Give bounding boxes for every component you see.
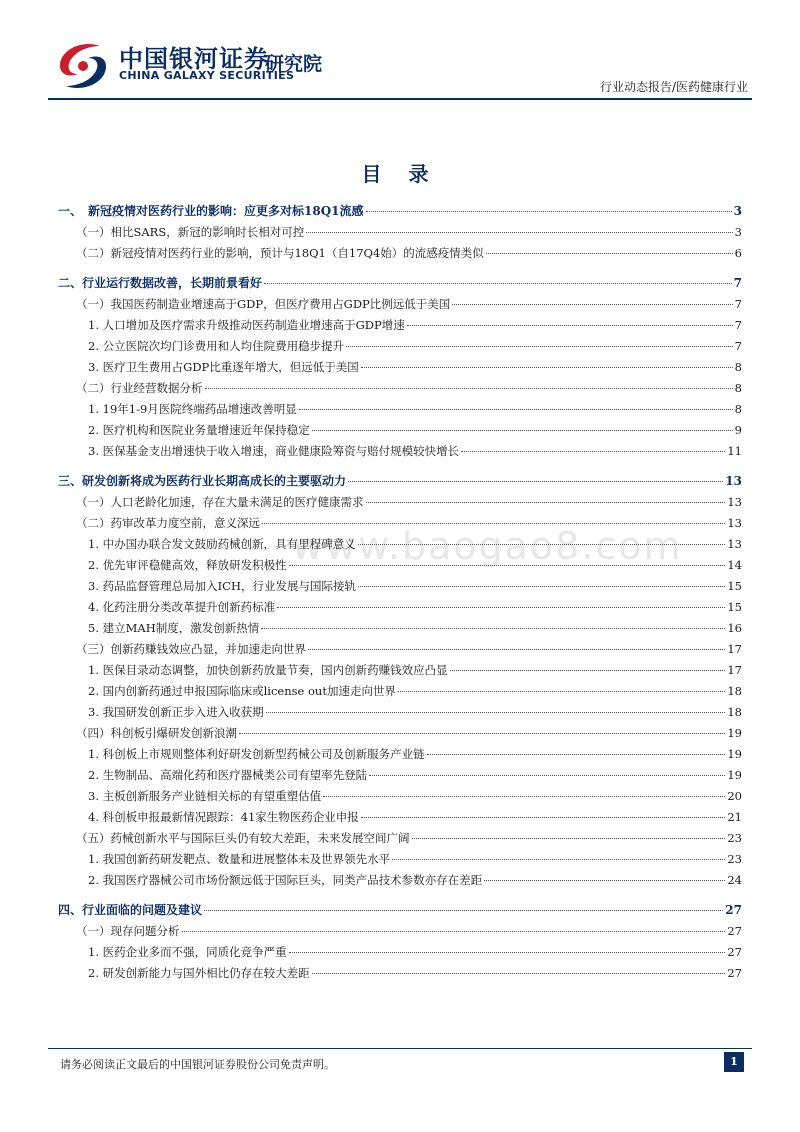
toc-entry[interactable] [58,809,742,830]
toc-entry[interactable] [58,557,742,578]
toc-entry-page: 16 [727,621,742,635]
toc-entry[interactable] [58,359,742,380]
toc-section-gap [58,464,742,472]
toc-entry-label: 3. 医保基金支出增速快于收入增速，商业健康险筹资与赔付规模较快增长 [88,444,460,458]
toc-entry-label: 3. 药品监督管理总局加入ICH，行业发展与国际接轨 [88,579,356,593]
toc-entry[interactable] [58,401,742,422]
toc-leader-dots [346,346,733,347]
toc-entry-label: 3. 医疗卫生费用占GDP比重逐年增大，但远低于美国 [88,360,359,374]
table-of-contents [58,202,742,986]
toc-entry[interactable] [58,296,742,317]
toc-entry-label: 1. 我国创新药研发靶点、数量和进展整体未及世界领先水平 [88,852,391,866]
toc-leader-dots [361,367,733,368]
toc-leader-dots [450,670,726,671]
toc-entry-page: 18 [727,684,742,698]
toc-entry[interactable] [58,536,742,557]
toc-entry-page: 8 [734,402,742,416]
toc-entry-page: 14 [727,558,742,572]
toc-entry[interactable] [58,620,742,641]
toc-leader-dots [264,283,732,284]
toc-entry-page: 9 [734,423,742,437]
toc-entry[interactable] [58,202,742,224]
toc-entry[interactable] [58,338,742,359]
toc-entry-page: 7 [734,339,742,353]
toc-entry-label: 2. 研发创新能力与国外相比仍存在较大差距 [88,966,310,980]
toc-entry-label: （二）新冠疫情对医药行业的影响，预计与18Q1（自17Q4始）的流感疫情类似 [76,246,484,260]
toc-entry-label: 1. 人口增加及医疗需求升级推动医药制造业增速高于GDP增速 [88,318,405,332]
toc-leader-dots [204,910,723,911]
toc-entry[interactable] [58,380,742,401]
toc-entry[interactable] [58,901,742,923]
toc-leader-dots [461,451,725,452]
toc-entry-label: 3. 我国研发创新正步入进入收获期 [88,705,264,719]
toc-entry-label: （一）现存问题分析 [76,924,180,938]
toc-entry-page: 19 [727,768,742,782]
toc-entry-label: 4. 化药注册分类改革提升创新药标准 [88,600,276,614]
toc-entry-page: 15 [727,600,742,614]
toc-entry-page: 17 [727,642,742,656]
toc-leader-dots [299,409,733,410]
toc-entry-page: 13 [727,495,742,509]
toc-entry[interactable] [58,965,742,986]
footer-divider [48,1048,752,1049]
toc-entry[interactable] [58,746,742,767]
toc-entry-label: 二、行业运行数据改善，长期前景看好 [58,276,263,290]
toc-entry-page: 19 [727,747,742,761]
institute-label: 研究院 [265,53,323,75]
toc-leader-dots [261,628,725,629]
toc-leader-dots [358,544,726,545]
toc-entry-label: （一）我国医药制造业增速高于GDP，但医疗费用占GDP比例远低于美国 [76,297,451,311]
toc-entry-label: （五）药械创新水平与国际巨头仍有较大差距，未来发展空间广阔 [76,831,410,845]
toc-leader-dots [398,691,725,692]
page-number: 1 [724,1052,744,1072]
footer-disclaimer: 请务必阅读正文最后的中国银河证券股份公司免责声明。 [60,1058,335,1071]
toc-entry[interactable] [58,704,742,725]
toc-entry[interactable] [58,274,742,296]
toc-entry-page: 8 [734,360,742,374]
toc-entry-page: 27 [727,924,742,938]
toc-leader-dots [427,754,726,755]
toc-leader-dots [366,211,732,212]
toc-entry-label: 2. 优先审评稳健高效，释放研发积极性 [88,558,287,572]
toc-entry[interactable] [58,317,742,338]
toc-entry-label: 1. 医药企业多而不强，同质化竞争严重 [88,945,287,959]
toc-entry-label: 四、行业面临的问题及建议 [58,903,203,917]
brand-name-en: CHINA GALAXY SECURITIES [119,69,295,82]
toc-entry-page: 13 [725,474,742,488]
toc-entry-label: （二）行业经营数据分析 [76,381,203,395]
toc-entry-page: 3 [734,225,742,239]
toc-leader-dots [358,586,725,587]
toc-entry-page: 20 [727,789,742,803]
toc-entry-label: 2. 生物制品、高端化药和医疗器械类公司有望率先登陆 [88,768,368,782]
toc-leader-dots [412,838,726,839]
toc-entry[interactable] [58,422,742,443]
toc-entry-page: 19 [727,726,742,740]
toc-leader-dots [308,649,725,650]
toc-entry-label: 一、 新冠疫情对医药行业的影响：应更多对标18Q1流感 [58,204,364,218]
page-header [0,0,800,100]
toc-entry-page: 7 [734,297,742,311]
toc-leader-dots [289,565,726,566]
toc-entry-page: 27 [727,945,742,959]
toc-entry-page: 7 [733,276,742,290]
header-divider [48,98,752,100]
toc-leader-dots [484,880,725,881]
toc-leader-dots [486,253,733,254]
toc-entry-page: 8 [734,381,742,395]
toc-entry[interactable] [58,245,742,266]
toc-entry[interactable] [58,944,742,965]
toc-leader-dots [289,952,726,953]
report-type: 行业动态报告/医药健康行业 [599,80,748,94]
toc-leader-dots [239,733,725,734]
toc-entry[interactable] [58,830,742,851]
toc-entry-label: 3. 主板创新服务产业链相关标的有望重塑估值 [88,789,322,803]
toc-entry[interactable] [58,641,742,662]
toc-leader-dots [323,796,725,797]
toc-leader-dots [277,607,725,608]
toc-entry[interactable] [58,515,742,536]
watermark: www.baogao8.com [292,524,683,568]
toc-entry-page: 6 [734,246,742,260]
toc-entry-page: 24 [727,873,742,887]
toc-entry[interactable] [58,767,742,788]
toc-leader-dots [306,232,732,233]
toc-entry-label: （一）人口老龄化加速，存在大量未满足的医疗健康需求 [76,495,364,509]
toc-title: 目 录 [361,162,439,186]
toc-entry-label: 2. 公立医院次均门诊费用和人均住院费用稳步提升 [88,339,345,353]
toc-leader-dots [205,388,733,389]
toc-entry-label: 4. 科创板申报最新情况跟踪：41家生物医药企业申报 [88,810,359,824]
galaxy-logo-icon [54,38,112,94]
toc-entry-page: 11 [727,444,742,458]
toc-entry-label: 2. 我国医疗器械公司市场份额远低于国际巨头，同类产品技术参数亦存在差距 [88,873,483,887]
toc-leader-dots [369,775,725,776]
toc-entry[interactable] [58,851,742,872]
toc-entry-page: 13 [727,537,742,551]
toc-entry-label: （二）药审改革力度空前，意义深远 [76,516,260,530]
toc-entry-label: 2. 国内创新药通过申报国际临床或license out加速走向世界 [88,684,396,698]
toc-entry[interactable] [58,923,742,944]
toc-entry-label: 5. 建立MAH制度，激发创新热情 [88,621,260,635]
toc-section-gap [58,266,742,274]
toc-entry[interactable] [58,788,742,809]
toc-leader-dots [262,523,725,524]
toc-leader-dots [312,430,733,431]
brand-name-cn: 中国银河证券 [119,45,269,73]
toc-entry-page: 17 [727,663,742,677]
toc-leader-dots [361,817,726,818]
toc-entry[interactable] [58,725,742,746]
toc-entry-page: 7 [734,318,742,332]
toc-entry-label: 三、研发创新将成为医药行业长期高成长的主要驱动力 [58,474,347,488]
toc-leader-dots [348,481,723,482]
toc-leader-dots [266,712,726,713]
toc-entry-page: 27 [727,966,742,980]
toc-entry[interactable] [58,494,742,515]
toc-entry-page: 13 [727,516,742,530]
toc-leader-dots [366,502,726,503]
toc-entry[interactable] [58,443,742,464]
toc-entry-label: 1. 19年1-9月医院终端药品增速改善明显 [88,402,297,416]
toc-entry[interactable] [58,872,742,893]
toc-entry-page: 23 [727,852,742,866]
toc-entry-label: （一）相比SARS，新冠的影响时长相对可控 [76,225,305,239]
toc-entry-page: 21 [727,810,742,824]
toc-leader-dots [452,304,732,305]
toc-section-gap [58,893,742,901]
toc-entry-label: （四）科创板引爆研发创新浪潮 [76,726,237,740]
toc-entry[interactable] [58,578,742,599]
toc-leader-dots [312,973,726,974]
toc-entry-label: 1. 中办国办联合发文鼓励药械创新，具有里程碑意义 [88,537,356,551]
toc-entry[interactable] [58,683,742,704]
toc-leader-dots [392,859,725,860]
toc-entry-label: （三）创新药赚钱效应凸显，并加速走向世界 [76,642,306,656]
toc-entry-label: 1. 科创板上市规则整体利好研发创新型药械公司及创新服务产业链 [88,747,425,761]
toc-entry-page: 23 [727,831,742,845]
toc-leader-dots [182,931,726,932]
toc-entry-label: 1. 医保目录动态调整，加快创新药放量节奏，国内创新药赚钱效应凸显 [88,663,448,677]
toc-entry-label: 2. 医疗机构和医院业务量增速近年保持稳定 [88,423,310,437]
toc-entry-page: 15 [727,579,742,593]
toc-entry-page: 27 [725,903,742,917]
toc-entry-page: 3 [733,204,742,218]
toc-entry[interactable] [58,599,742,620]
toc-entry[interactable] [58,224,742,245]
toc-entry[interactable] [58,662,742,683]
toc-leader-dots [407,325,733,326]
toc-entry-page: 18 [727,705,742,719]
toc-entry[interactable] [58,472,742,494]
